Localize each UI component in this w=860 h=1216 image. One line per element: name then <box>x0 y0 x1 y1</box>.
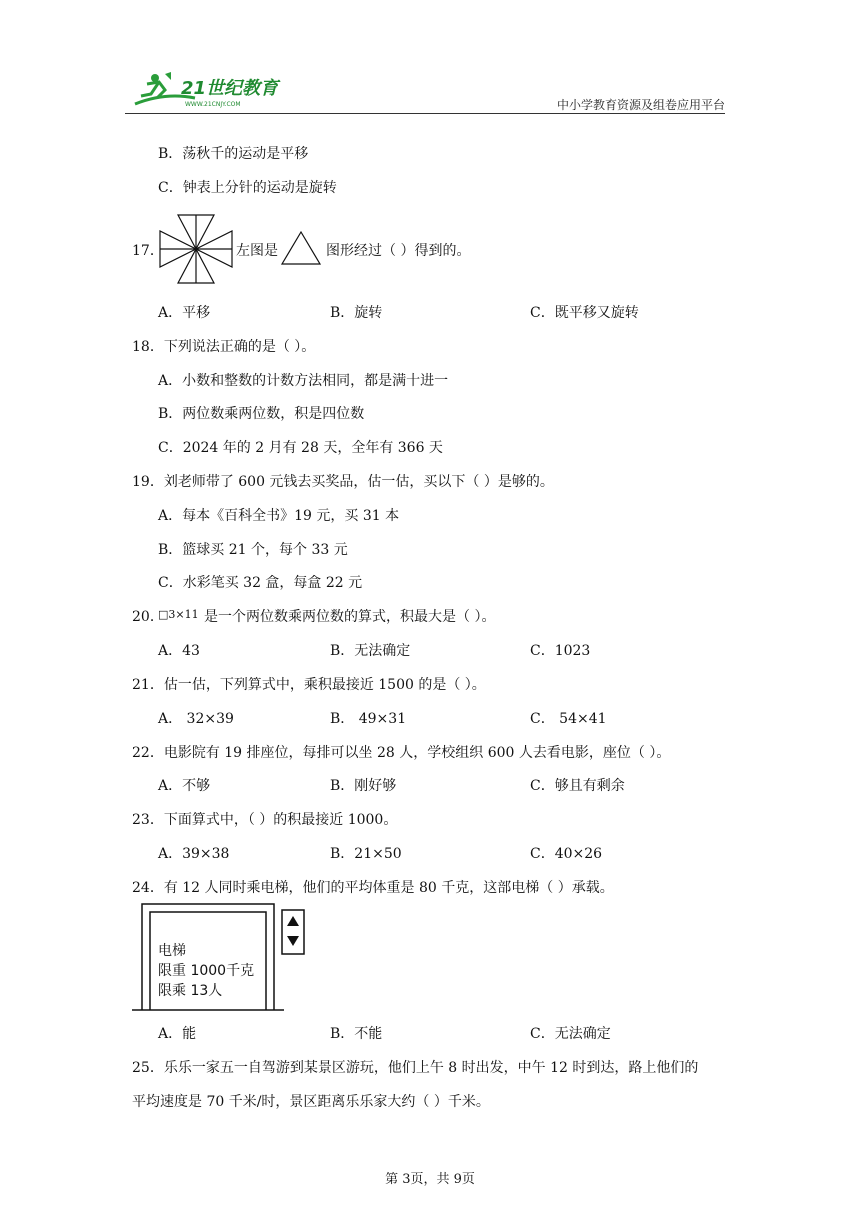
q20-number: 20． <box>132 609 164 625</box>
q23-stem: 23．下面算式中，（ ）的积最接近 1000。 <box>132 812 398 828</box>
q19-option-b: B．篮球买 21 个，每个 33 元 <box>158 542 348 558</box>
q23-option-c: C．40×26 <box>530 846 603 862</box>
q16-option-c: C．钟表上分针的运动是旋转 <box>158 180 337 196</box>
q25-line-2: 平均速度是 70 千米/时，景区距离乐乐家大约（ ）千米。 <box>132 1094 490 1110</box>
q23-option-a: A．39×38 <box>158 846 230 862</box>
q22-option-c: C．够且有剩余 <box>530 778 625 794</box>
q20-stem: 是一个两位数乘两位数的算式，积最大是（ ）。 <box>204 609 496 625</box>
q17-option-a: A．平移 <box>158 305 211 321</box>
pinwheel-figure <box>158 213 234 285</box>
q24-option-b: B．不能 <box>330 1026 383 1042</box>
svg-text:21世纪教育: 21世纪教育 <box>181 78 279 99</box>
q17-option-b: B．旋转 <box>330 305 383 321</box>
page-number: 第 3页，共 9页 <box>385 1172 475 1187</box>
q20-option-b: B．无法确定 <box>330 643 411 659</box>
header-divider <box>125 113 725 114</box>
q22-option-b: B．刚好够 <box>330 778 397 794</box>
q23-option-b: B．21×50 <box>330 846 402 862</box>
q21-option-a: A． 32×39 <box>158 711 234 727</box>
elevator-weight-limit: 限重 1000千克 <box>158 963 255 979</box>
page-header <box>125 60 725 115</box>
q20-formula: □3×11 <box>158 608 199 621</box>
q18-stem: 18．下列说法正确的是（ ）。 <box>132 339 316 355</box>
q17-option-c: C．既平移又旋转 <box>530 305 639 321</box>
triangle-figure <box>280 230 322 266</box>
q22-stem: 22．电影院有 19 排座位，每排可以坐 28 人，学校组织 600 人去看电影，座位（ ）。 <box>132 745 671 761</box>
q17-text-1: 左图是 <box>236 243 278 259</box>
q21-option-c: C． 54×41 <box>530 711 607 727</box>
q17-number: 17． <box>132 243 164 259</box>
q19-option-a: A．每本《百科全书》19 元，买 31 本 <box>158 508 400 524</box>
logo-21cnjy <box>125 68 295 112</box>
q22-option-a: A．不够 <box>158 778 211 794</box>
q16-option-b: B．荡秋千的运动是平移 <box>158 146 309 162</box>
q18-option-a: A．小数和整数的计数方法相同，都是满十进一 <box>158 373 449 389</box>
svg-text:WWW.21CNJY.COM: WWW.21CNJY.COM <box>185 101 241 108</box>
elevator-sign <box>132 902 312 1014</box>
q24-option-a: A．能 <box>158 1026 197 1042</box>
q24-stem: 24．有 12 人同时乘电梯，他们的平均体重是 80 千克，这部电梯（ ）承载。 <box>132 880 614 896</box>
q18-option-c: C．2024 年的 2 月有 28 天，全年有 366 天 <box>158 440 443 456</box>
q25-line-1: 25．乐乐一家五一自驾游到某景区游玩，他们上午 8 时出发，中午 12 时到达，路上他们的 <box>132 1060 699 1076</box>
q19-stem: 19．刘老师带了 600 元钱去买奖品，估一估，买以下（ ）是够的。 <box>132 474 554 490</box>
q24-option-c: C．无法确定 <box>530 1026 611 1042</box>
platform-name: 中小学教育资源及组卷应用平台 <box>556 98 725 112</box>
elevator-person-limit: 限乘 13人 <box>158 983 223 999</box>
q18-option-b: B．两位数乘两位数，积是四位数 <box>158 406 365 422</box>
q20-option-c: C．1023 <box>530 643 591 659</box>
q19-option-c: C．水彩笔买 32 盒，每盒 22 元 <box>158 575 363 591</box>
q21-option-b: B． 49×31 <box>330 711 407 727</box>
q21-stem: 21．估一估，下列算式中，乘积最接近 1500 的是（ ）。 <box>132 677 486 693</box>
elevator-label: 电梯 <box>158 943 186 959</box>
q17-text-2: 图形经过（ ）得到的。 <box>326 243 471 259</box>
q20-option-a: A．43 <box>158 643 200 659</box>
